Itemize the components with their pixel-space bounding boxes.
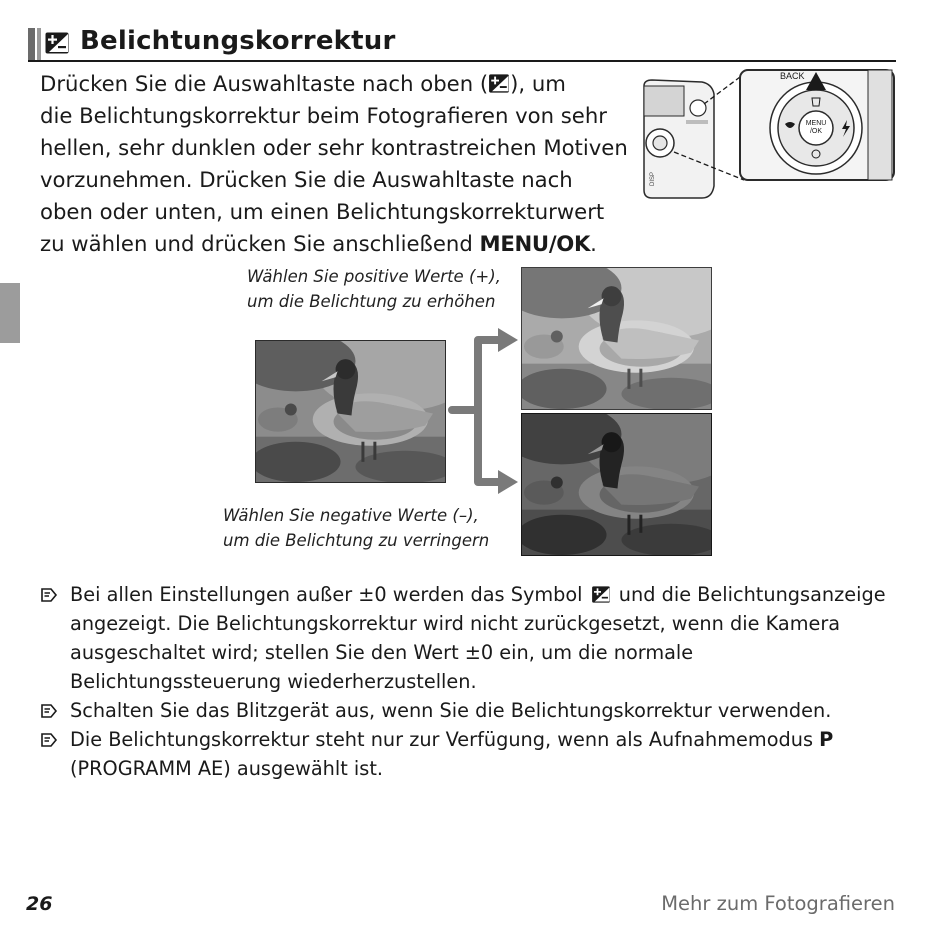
notes-list bbox=[40, 580, 910, 783]
heading-marker-secondary bbox=[37, 28, 41, 60]
intro-line-6: zu wählen und drücken Sie anschließend MENU/OK. bbox=[40, 231, 597, 256]
page-number: 26 bbox=[26, 893, 53, 915]
brighter-photo bbox=[521, 267, 712, 410]
svg-text:DISP: DISP bbox=[650, 171, 656, 186]
svg-text:MENU: MENU bbox=[805, 120, 827, 127]
note-icon bbox=[40, 731, 58, 749]
negative-caption: Wählen Sie negative Werte (–), um die Belichtung zu verringern bbox=[223, 506, 490, 550]
camera-button-illustration bbox=[640, 68, 900, 203]
original-photo bbox=[255, 340, 446, 483]
section-heading bbox=[28, 28, 896, 62]
positive-caption: Wählen Sie positive Werte (+), um die Belichtung zu erhöhen bbox=[247, 267, 501, 311]
note-item: Bei allen Einstellungen außer ±0 werden das Symbol und die Belichtungsanzeige angezeigt. Die Belichtungskorrektur wird nicht zurückgesetzt, wenn die Kamera ausgeschaltet wird; stellen Sie den Wert ±0 ein, um die normale Belichtungssteuerung wiederherzustellen. bbox=[40, 580, 910, 696]
darker-photo bbox=[521, 413, 712, 556]
svg-text:/OK: /OK bbox=[809, 128, 823, 135]
footer-section-title: Mehr zum Fotografieren bbox=[661, 892, 895, 915]
exposure-compensation-icon bbox=[591, 586, 611, 603]
heading-underline bbox=[28, 60, 896, 62]
heading-marker bbox=[28, 28, 35, 60]
branch-arrow-icon bbox=[448, 320, 520, 500]
note-icon bbox=[40, 702, 58, 720]
exposure-compensation-icon bbox=[488, 74, 510, 93]
intro-line-3: hellen, sehr dunklen oder sehr kontrastreichen Motiven bbox=[40, 135, 628, 160]
note-icon bbox=[40, 586, 58, 604]
chapter-tab bbox=[0, 283, 20, 343]
program-ae-mode-label: P bbox=[819, 728, 834, 751]
intro-line-1: Drücken Sie die Auswahltaste nach oben ( ), um bbox=[40, 71, 566, 96]
note-item: Schalten Sie das Blitzgerät aus, wenn Sie die Belichtungskorrektur verwenden. bbox=[40, 696, 910, 725]
intro-line-2: die Belichtungskorrektur beim Fotografieren von sehr bbox=[40, 103, 607, 128]
intro-line-5: oben oder unten, um einen Belichtungskorrekturwert bbox=[40, 199, 605, 224]
note-item: Die Belichtungskorrektur steht nur zur Verfügung, wenn als Aufnahmemodus P (PROGRAMM AE) ausgewählt ist. bbox=[40, 725, 910, 783]
intro-paragraph bbox=[40, 68, 640, 260]
back-label: BACK bbox=[780, 71, 805, 81]
page-title: Belichtungskorrektur bbox=[80, 26, 396, 56]
menu-ok-label: MENU/OK bbox=[479, 231, 591, 256]
exposure-compensation-icon bbox=[45, 32, 69, 54]
intro-line-4: vorzunehmen. Drücken Sie die Auswahltaste nach bbox=[40, 167, 573, 192]
